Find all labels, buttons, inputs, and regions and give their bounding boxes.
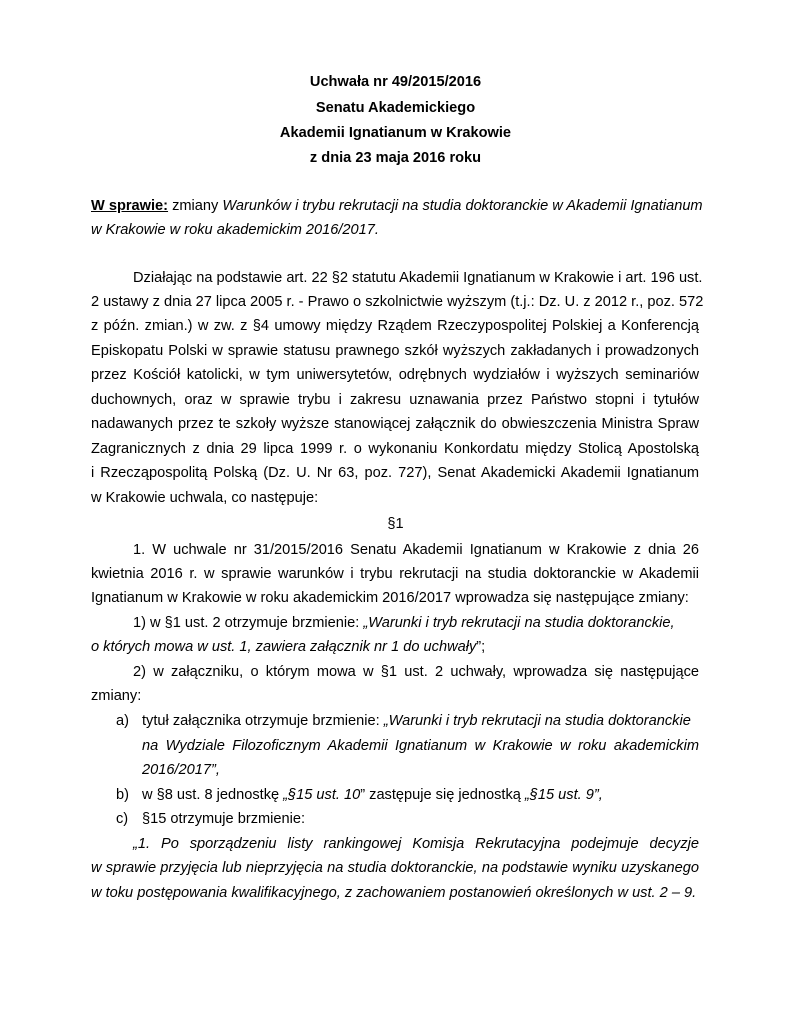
preamble-line: i Rzecząpospolitą Polską (Dz. U. Nr 63, poz. 727), Senat Akademicki Akademii Ignatianum [91, 465, 699, 481]
preamble-line: duchownych, oraz w sprawie trybu i zakresu uznawania przez Państwo stopni i tytułów [91, 392, 699, 408]
preamble-line: z późn. zmian.) w zw. z §4 umowy między Rządem Rzeczypospolitej Polskiej a Konferencją [91, 318, 699, 334]
preamble-line: przez Kościół katolicki, w tym uniwersytetów, odrębnych wydziałów i wyższych seminariów [91, 367, 699, 383]
item-1-line-2-tail: ”; [476, 639, 486, 655]
quote-line: w sprawie przyjęcia lub nieprzyjęcia na studia doktoranckie, na podstawie wyniku uzyskanego [91, 860, 699, 876]
subject-plain: zmiany [168, 198, 223, 214]
preamble-line: nadawanych przez te szkoły wyższe stanowiącej załącznik do obwieszczenia Ministra Spraw [91, 416, 699, 432]
paragraph-line: kwietnia 2016 r. w sprawie warunków i trybu rekrutacji na studia doktoranckie w Akademii [91, 566, 699, 582]
item-1-line-1 [133, 615, 675, 631]
subject-line-2: w Krakowie w roku akademickim 2016/2017. [91, 222, 379, 238]
paragraph-line: 1. W uchwale nr 31/2015/2016 Senatu Akademii Ignatianum w Krakowie z dnia 26 [133, 542, 699, 558]
item-1-plain: 1) w §1 ust. 2 otrzymuje brzmienie: [133, 615, 364, 631]
item-b-label: b) [116, 787, 129, 803]
item-2-line-1: 2) w załączniku, o którym mowa w §1 ust. 2 uchwały, wprowadza się następujące [133, 664, 699, 680]
item-a-italic-1: „Warunki i tryb rekrutacji na studia doktoranckie [383, 713, 691, 729]
subject-line-1 [91, 198, 703, 214]
preamble-line: w Krakowie uchwala, co następuje: [91, 490, 319, 506]
preamble-line: Zagranicznych z dnia 29 lipca 1999 r. o wykonaniu Konkordatu między Stolicą Apostolską [91, 441, 699, 457]
item-a-plain: tytuł załącznika otrzymuje brzmienie: [142, 713, 384, 729]
senate-title: Senatu Akademickiego [315, 100, 476, 116]
academy-title: Akademii Ignatianum w Krakowie [279, 125, 512, 141]
quote-line: „1. Po sporządzeniu listy rankingowej Komisja Rekrutacyjna podejmuje decyzje [133, 836, 699, 852]
item-b-plain-1: w §8 ust. 8 jednostkę [142, 787, 284, 803]
item-1-italic: „Warunki i tryb rekrutacji na studia doktoranckie, [363, 615, 675, 631]
paragraph-line: Ignatianum w Krakowie w roku akademickim 2016/2017 wprowadza się następujące zmiany: [91, 590, 689, 606]
preamble-line: Działając na podstawie art. 22 §2 statutu Akademii Ignatianum w Krakowie i art. 196 ust. [133, 270, 703, 286]
item-2-line-2: zmiany: [91, 688, 142, 704]
quote-line: w toku postępowania kwalifikacyjnego, z zachowaniem postanowień określonych w ust. 2 – 9. [91, 885, 697, 901]
preamble-line: 2 ustawy z dnia 27 lipca 2005 r. - Prawo o szkolnictwie wyższym (t.j.: Dz. U. z 2012 r., poz. 572 [91, 294, 704, 310]
item-a-line-2: na Wydziale Filozoficznym Akademii Ignatianum w Krakowie w roku akademickim [142, 738, 699, 754]
section-mark: §1 [387, 516, 404, 532]
item-a-line-1 [142, 713, 691, 729]
item-c-label: c) [116, 811, 129, 827]
item-b-line [142, 787, 603, 803]
subject-italic-1: Warunków i trybu rekrutacji na studia doktoranckie w Akademii Ignatianum [222, 198, 703, 214]
item-a-line-3: 2016/2017”, [142, 762, 220, 778]
date-title: z dnia 23 maja 2016 roku [309, 150, 482, 166]
item-1-line-2-italic: o których mowa w ust. 1, zawiera załącznik nr 1 do uchwały [91, 639, 477, 655]
item-b-italic-2: „§15 ust. 9”, [524, 787, 603, 803]
resolution-title: Uchwała nr 49/2015/2016 [309, 74, 482, 90]
subject-label: W sprawie: [91, 198, 169, 214]
item-b-plain-2: ” zastępuje się jednostką [360, 787, 525, 803]
item-a-label: a) [116, 713, 129, 729]
preamble-line: Episkopatu Polski w sprawie statusu prawnego szkół wyższych zakładanych i prowadzonych [91, 343, 699, 359]
item-c-line: §15 otrzymuje brzmienie: [142, 811, 306, 827]
item-1-line-2 [91, 639, 485, 655]
item-b-italic-1: „§15 ust. 10 [283, 787, 361, 803]
